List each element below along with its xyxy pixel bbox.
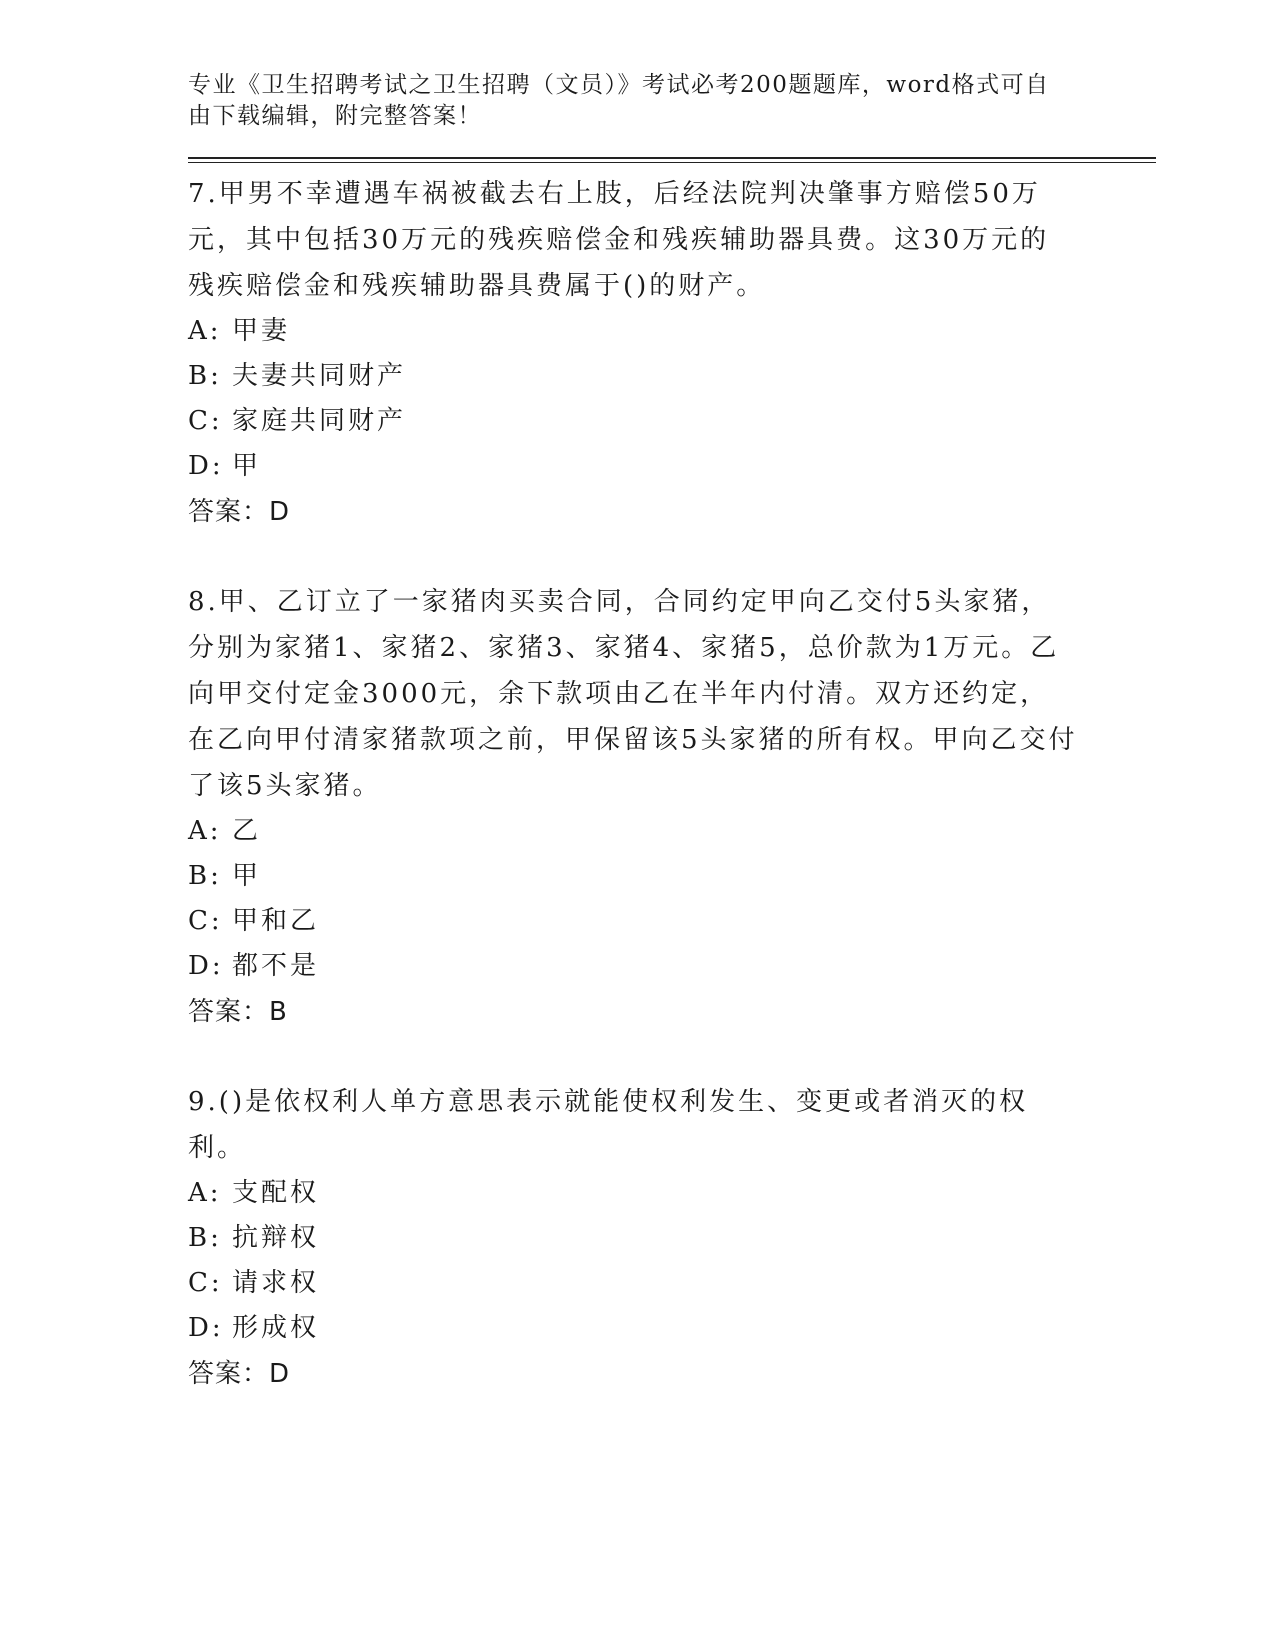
question-stem: 8.甲、乙订立了一家猪肉买卖合同，合同约定甲向乙交付5头家猪，分别为家猪1、家猪2、家猪3、家猪4、家猪5，总价款为1万元。乙向甲交付定金3000元，余下款项由乙在半年内付清。双方还约定，在乙向甲付清家猪款项之前，甲保留该5头家猪的所有权。甲向乙交付了该5头家猪。	[188, 587, 1078, 801]
option-text: 都不是	[232, 951, 320, 981]
option-key: B:	[188, 1223, 222, 1253]
option-text: 乙	[232, 816, 262, 846]
option-c	[188, 899, 1156, 944]
option-key: C:	[188, 1268, 223, 1298]
option-key: D:	[188, 1313, 224, 1343]
option-key: B:	[188, 361, 222, 391]
option-text: 支配权	[232, 1178, 320, 1208]
option-d	[188, 444, 1156, 489]
option-key: C:	[188, 906, 223, 936]
option-text: 甲	[232, 451, 262, 481]
question-stem: 9.()是依权利人单方意思表示就能使权利发生、变更或者消灭的权利。	[188, 1087, 1029, 1163]
option-d	[188, 1306, 1156, 1351]
option-b	[188, 854, 1156, 899]
option-text: 家庭共同财产	[232, 406, 407, 436]
option-d	[188, 944, 1156, 989]
option-text: 甲	[232, 861, 262, 891]
option-key: C:	[188, 406, 223, 436]
question-9	[188, 1079, 1156, 1397]
option-text: 甲妻	[232, 316, 291, 346]
answer-line: 答案：B	[188, 997, 288, 1027]
option-c	[188, 399, 1156, 444]
document-page	[188, 70, 1156, 1397]
option-text: 甲和乙	[232, 906, 320, 936]
question-8	[188, 579, 1156, 1035]
option-key: A:	[188, 316, 222, 346]
question-7	[188, 171, 1156, 535]
option-text: 形成权	[232, 1313, 320, 1343]
question-stem: 7.甲男不幸遭遇车祸被截去右上肢，后经法院判决肇事方赔偿50万元，其中包括30万元的残疾赔偿金和残疾辅助器具费。这30万元的残疾赔偿金和残疾辅助器具费属于()的财产。	[188, 179, 1050, 301]
option-c	[188, 1261, 1156, 1306]
option-key: D:	[188, 451, 224, 481]
option-key: D:	[188, 951, 224, 981]
spacer	[188, 535, 1156, 571]
answer-line: 答案：D	[188, 497, 291, 527]
option-text: 请求权	[232, 1268, 320, 1298]
header-divider	[188, 157, 1156, 163]
option-key: A:	[188, 816, 222, 846]
option-text: 夫妻共同财产	[232, 361, 407, 391]
answer-line: 答案：D	[188, 1359, 291, 1389]
option-a	[188, 809, 1156, 854]
option-key: B:	[188, 861, 222, 891]
spacer	[188, 1035, 1156, 1071]
option-text: 抗辩权	[232, 1223, 320, 1253]
document-header: 专业《卫生招聘考试之卫生招聘（文员）》考试必考200题题库，word格式可自由下载编辑，附完整答案！	[188, 72, 1050, 129]
option-b	[188, 354, 1156, 399]
option-a	[188, 1171, 1156, 1216]
option-b	[188, 1216, 1156, 1261]
option-key: A:	[188, 1178, 222, 1208]
option-a	[188, 309, 1156, 354]
